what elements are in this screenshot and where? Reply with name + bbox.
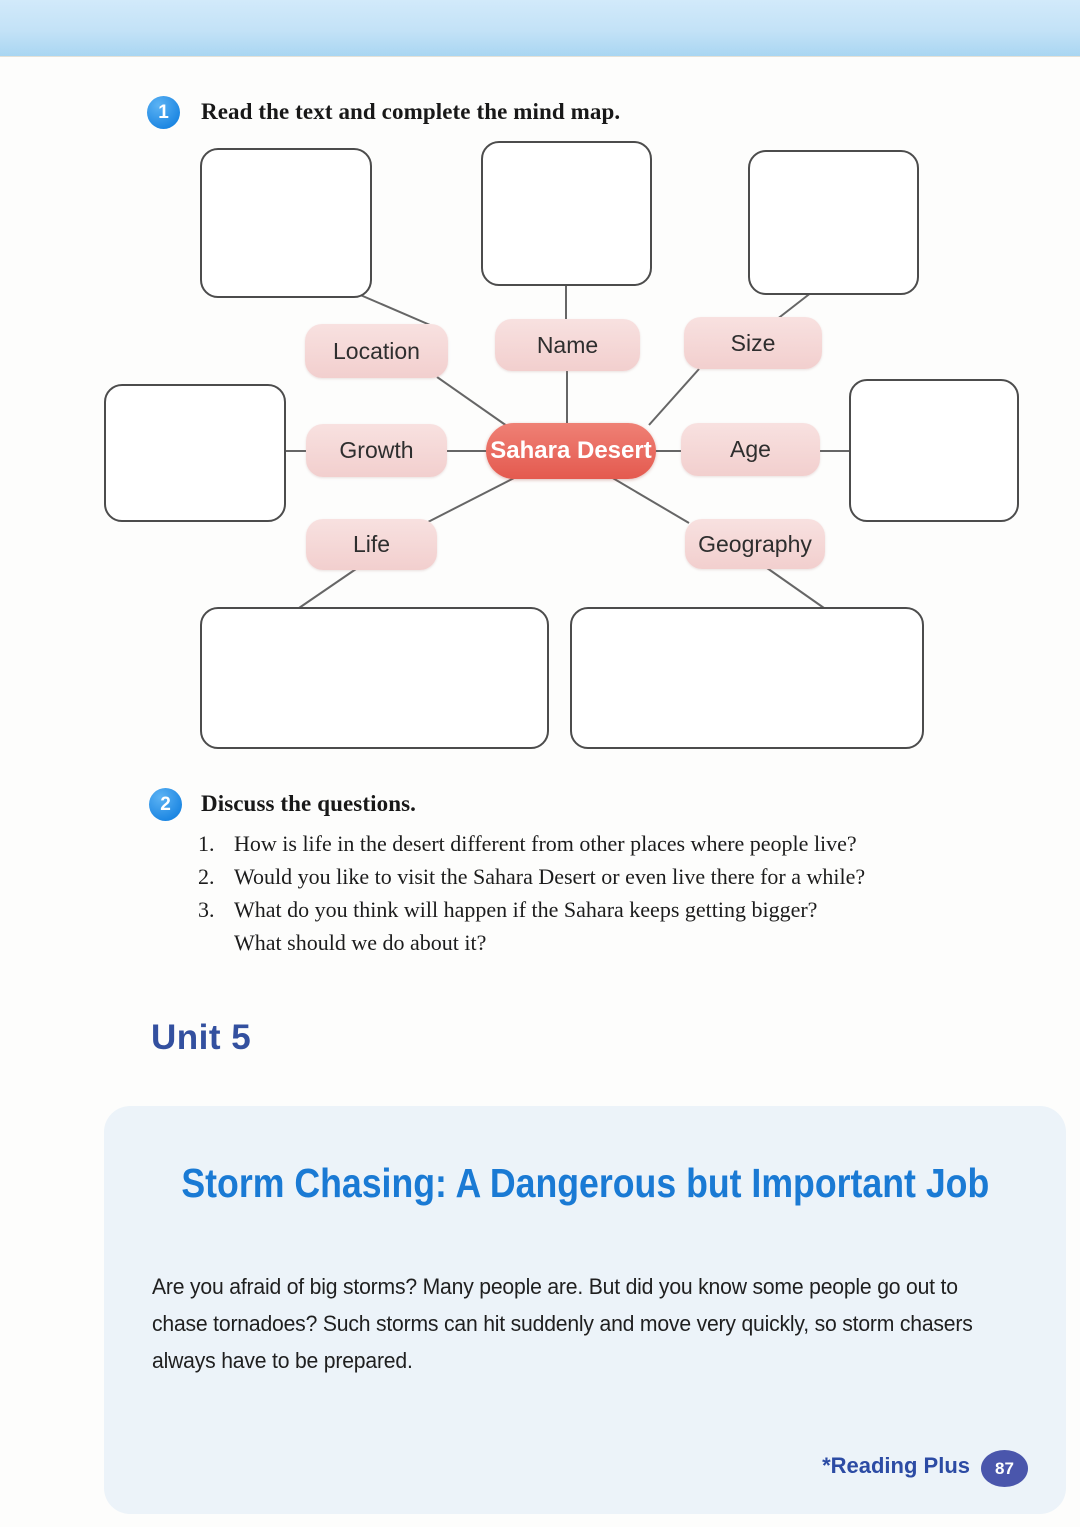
question-number: 3. [198,897,215,922]
mindmap-empty-box [200,607,549,749]
discussion-questions-list [198,827,1008,959]
reading-intro-paragraph: Are you afraid of big storms? Many people are. But did you know some people go out to chase tornadoes? Such storms can hit suddenly and move very quickly, so storm chasers always have to be prepared. [152,1274,973,1373]
mindmap-label-name: Name [495,319,640,371]
mindmap-label-size: Size [684,317,822,369]
question-text: What should we do about it? [234,930,487,955]
question-text: What do you think will happen if the Sahara keeps getting bigger? [234,897,818,922]
exercise2-number-badge: 2 [149,788,182,821]
mindmap-empty-box [200,148,372,298]
mindmap-label-age: Age [681,423,820,476]
mindmap-empty-box [849,379,1019,522]
reading-title [104,1160,1066,1207]
unit-heading: Unit 5 [151,1018,252,1057]
question-number: 1. [198,831,215,856]
mindmap-label-growth: Growth [306,424,447,477]
question-text: Would you like to visit the Sahara Desert or even live there for a while? [234,864,866,889]
question-number: 2. [198,864,215,889]
mindmap-empty-box [570,607,924,749]
mindmap-empty-box [481,141,652,286]
page-number-badge: 87 [981,1450,1028,1487]
question-item [198,893,1008,959]
mindmap-empty-box [104,384,286,522]
question-item [198,827,1008,860]
mindmap-label-life: Life [306,519,437,570]
footer-series-label: *Reading Plus [822,1453,970,1478]
reading-title-text: Storm Chasing: A Dangerous but Important Job [181,1160,989,1206]
exercise2-title: Discuss the questions. [201,791,416,816]
exercise1-number-badge: 1 [147,96,180,129]
mindmap-label-geography: Geography [685,519,825,569]
question-item [198,860,1008,893]
mindmap-empty-box [748,150,919,295]
question-text: How is life in the desert different from other places where people live? [234,831,857,856]
mindmap-center-node: Sahara Desert [486,423,656,479]
mindmap-label-location: Location [305,324,448,378]
exercise1-title: Read the text and complete the mind map. [201,99,621,124]
